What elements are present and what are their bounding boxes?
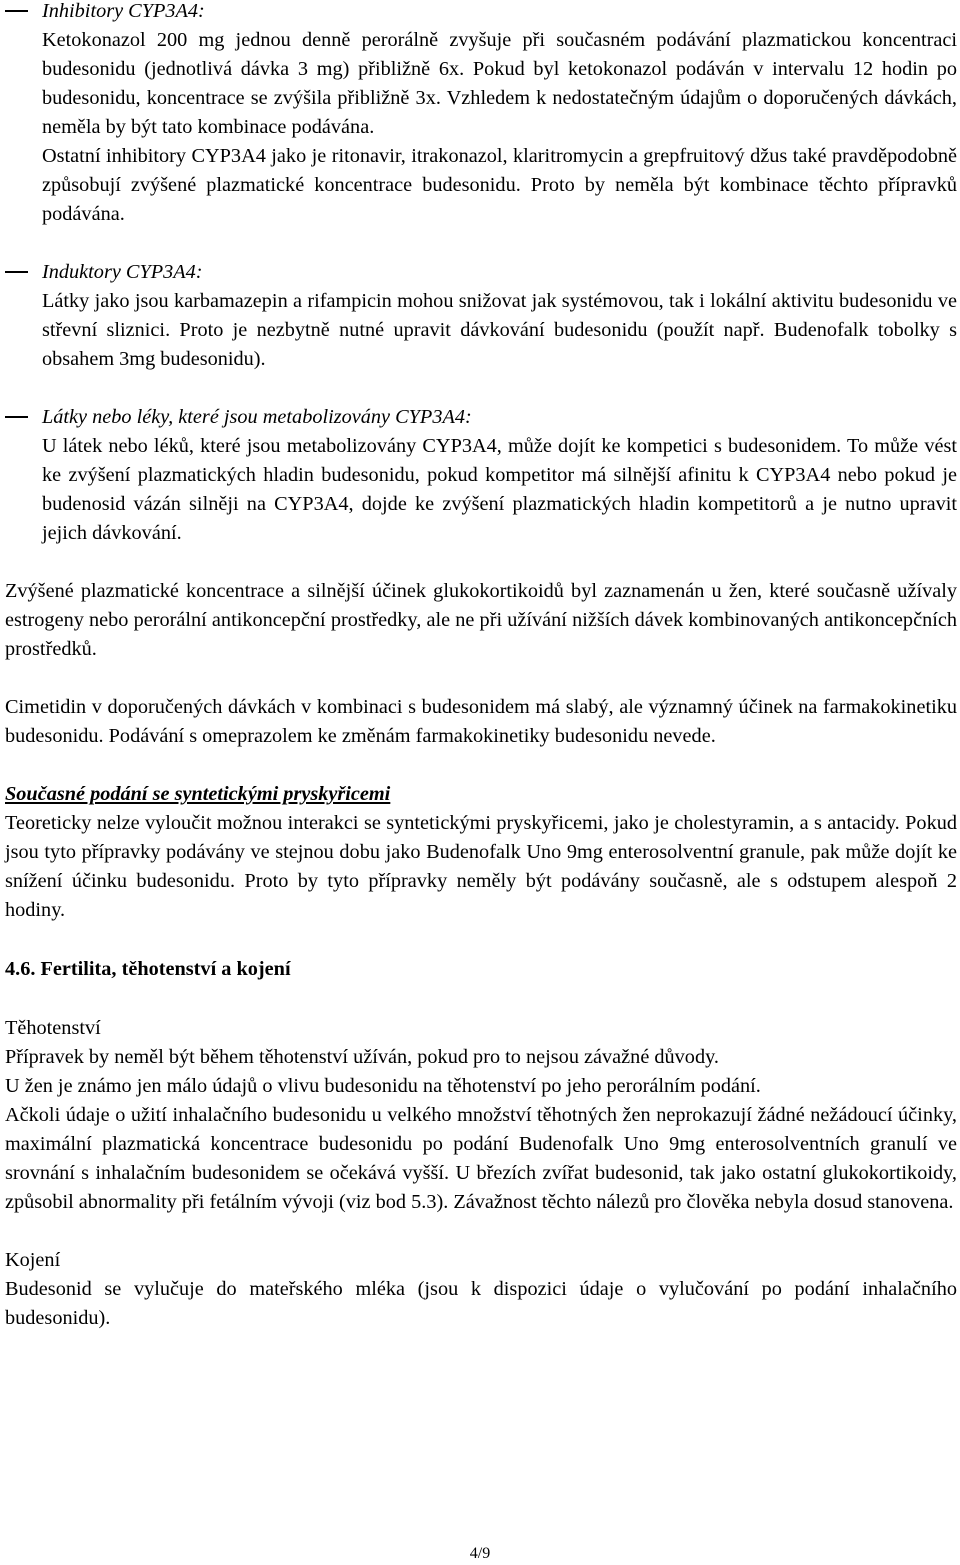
section-title: 4.6. Fertilita, těhotenství a kojení: [5, 958, 291, 980]
inhibitors-other-text: Ostatní inhibitory CYP3A4 jako je ritonavir, itrakonazol, klaritromycin a grepfruitový džus také pravděpodobně způsobují zvýšené plazmatické koncentrace budesonidu. Proto by neměla být kombinace těchto přípravků podávána.: [42, 145, 957, 225]
page-number: 4/9: [469, 1545, 491, 1562]
inductors-heading: Induktory CYP3A4:: [42, 261, 203, 283]
list-item-inductors: [5, 258, 957, 374]
pregnancy-heading: Těhotenství: [5, 1017, 101, 1039]
pregnancy-text: Ačkoli údaje o užití inhalačního budesonidu u velkého množství těhotných žen neprokazují žádné nežádoucí účinky, maximální plazmatická koncentrace budesonidu po podání Budenofalk Uno 9mg enterosolventních granulí ve srovnání s inhalačním budesonidem se očekává vyšší. U březích zvířat budesonid, tak jako ostatní glukokortikoidy, způsobil abnormality při fetálním vývoji (viz bod 5.3). Závažnost těchto nálezů pro člověka nebyla dosud stanovena.: [5, 1104, 957, 1213]
pregnancy-line-1: Přípravek by neměl být během těhotenství užíván, pokud pro to nejsou závažné důvody.: [5, 1046, 719, 1068]
inhibitors-heading: Inhibitory CYP3A4:: [42, 0, 205, 22]
dash-bullet-icon: [5, 271, 28, 273]
dash-bullet-icon: [5, 416, 28, 418]
estrogens-paragraph: Zvýšené plazmatické koncentrace a silnější účinek glukokortikoidů byl zaznamenán u žen, které současně užívaly estrogeny nebo perorální antikoncepční prostředky, ale ne při užívání nižších dávek kombinovaných antikoncepčních prostředků.: [5, 580, 957, 660]
dash-bullet-icon: [5, 10, 28, 12]
resins-heading: Současné podání se syntetickými pryskyřicemi: [5, 783, 391, 805]
lactation-text: Budesonid se vylučuje do mateřského mléka (jsou k dispozici údaje o vylučování po podání inhalačního budesonidu).: [5, 1278, 957, 1329]
page-content: [5, 0, 957, 1333]
cimetidine-paragraph: Cimetidin v doporučených dávkách v kombinaci s budesonidem má slabý, ale významný účinek na farmakokinetiku budesonidu. Podávání s omeprazolem ke změnám farmakokinetiky budesonidu nevede.: [5, 696, 957, 747]
resins-text: Teoreticky nelze vyloučit možnou interakci se syntetickými pryskyřicemi, jako je cholestyramin, a s antacidy. Pokud jsou tyto přípravky podávány ve stejnou dobu jako Budenofalk Uno 9mg enterosolventní granule, pak může dojít ke snížení účinku budesonidu. Proto by tyto přípravky neměly být podávány současně, ale s odstupem alespoň 2 hodiny.: [5, 812, 957, 921]
list-item-metabolized: [5, 403, 957, 548]
lactation-heading: Kojení: [5, 1249, 61, 1271]
inductors-text: Látky jako jsou karbamazepin a rifampicin mohou snižovat jak systémovou, tak i lokální aktivitu budesonidu ve střevní sliznici. Proto je nezbytně nutné upravit dávkování budesonidu (použít např. Budenofalk tobolky s obsahem 3mg budesonidu).: [42, 290, 957, 370]
inhibitors-ketoconazole-text: Ketokonazol 200 mg jednou denně perorálně zvyšuje při současném podávání plazmatickou koncentraci budesonidu (jednotlivá dávka 3 mg) přibližně 6x. Pokud byl ketokonazol podáván v intervalu 12 hodin po budesonidu, koncentrace se zvýšila přibližně 3x. Vzhledem k nedostatečným údajům o doporučených dávkách, neměla by být tato kombinace podávána.: [42, 29, 957, 138]
list-item-inhibitors: [5, 0, 957, 229]
pregnancy-line-2: U žen je známo jen málo údajů o vlivu budesonidu na těhotenství po jeho perorálním podání.: [5, 1075, 761, 1097]
metabolized-heading: Látky nebo léky, které jsou metabolizovány CYP3A4:: [42, 406, 472, 428]
metabolized-text: U látek nebo léků, které jsou metabolizovány CYP3A4, může dojít ke kompetici s budesonidem. To může vést ke zvýšení plazmatických hladin budesonidu, pokud kompetitor má silnější afinitu k CYP3A4 nebo pokud je budenosid vázán silněji na CYP3A4, dojde ke zvýšení plazmatických hladin kompetitorů a je nutno upravit jejich dávkování.: [42, 435, 957, 544]
